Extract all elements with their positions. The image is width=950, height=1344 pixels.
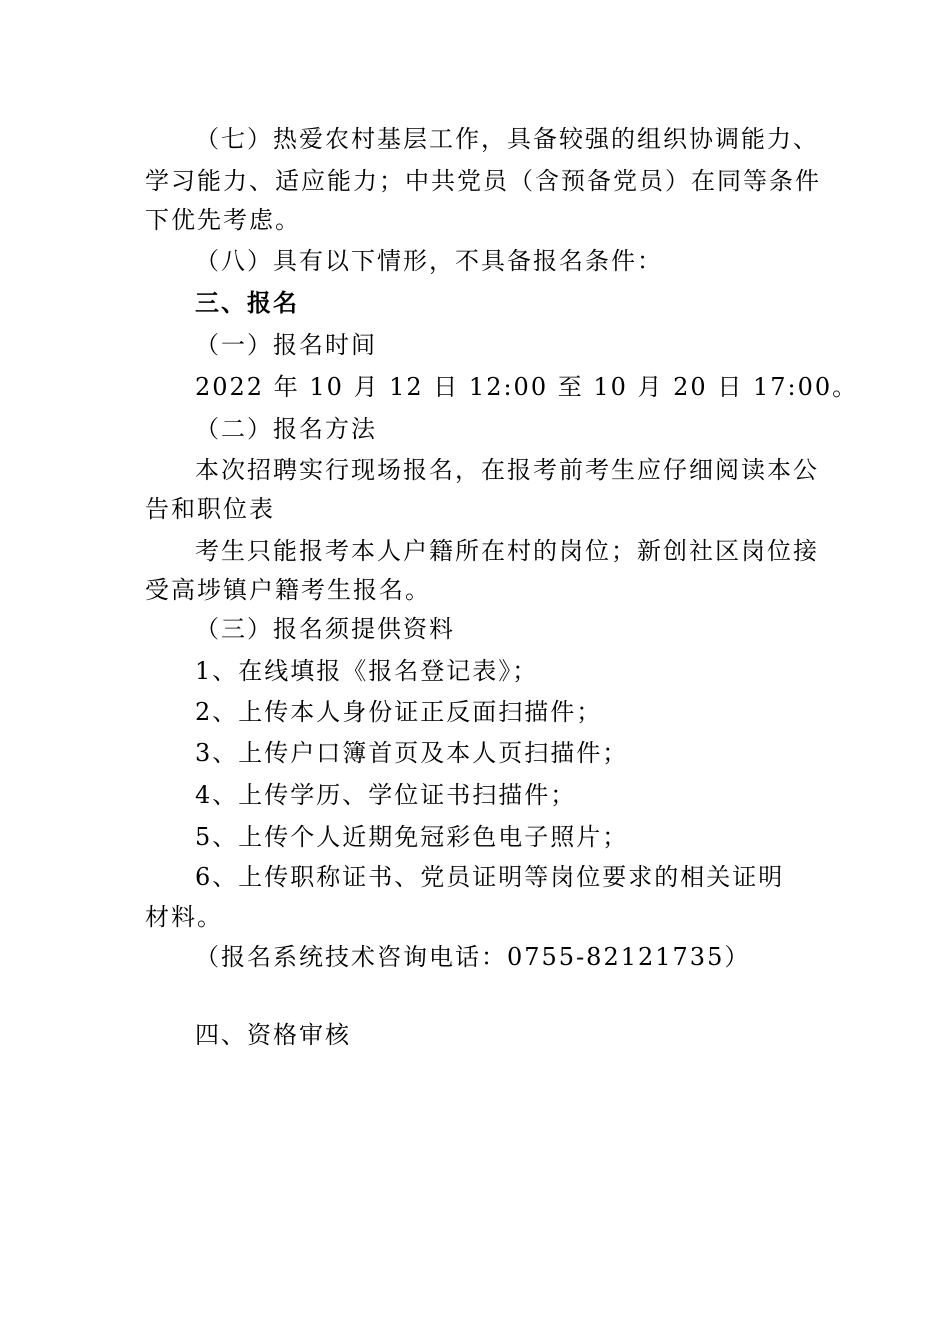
material-item-4: 4、上传学历、学位证书扫描件；: [195, 781, 577, 809]
subsection-3-heading: （三）报名须提供资料: [195, 615, 455, 643]
subsection-1-heading: （一）报名时间: [195, 331, 377, 359]
method-paragraph-2-line-1: 考生只能报考本人户籍所在村的岗位；新创社区岗位接: [195, 537, 819, 565]
support-phone-note: （报名系统技术咨询电话：0755-82121735）: [195, 943, 751, 971]
material-item-2: 2、上传本人身份证正反面扫描件；: [195, 698, 603, 726]
material-item-1: 1、在线填报《报名登记表》；: [195, 657, 539, 685]
clause-7-line-2: 学习能力、适应能力；中共党员（含预备党员）在同等条件: [145, 167, 821, 195]
subsection-2-heading: （二）报名方法: [195, 415, 377, 443]
clause-7-line-3: 下优先考虑。: [145, 206, 301, 234]
registration-time: 2022 年 10 月 12 日 12:00 至 10 月 20 日 17:00。: [195, 373, 859, 401]
method-paragraph-1-line-1: 本次招聘实行现场报名，在报考前考生应仔细阅读本公: [195, 456, 819, 484]
section-4-heading: 四、资格审核: [195, 1021, 351, 1049]
method-paragraph-2-line-2: 受高埗镇户籍考生报名。: [145, 576, 431, 604]
clause-8: （八）具有以下情形，不具备报名条件：: [195, 247, 663, 275]
material-item-3: 3、上传户口簿首页及本人页扫描件；: [195, 739, 629, 767]
material-item-5: 5、上传个人近期免冠彩色电子照片；: [195, 823, 629, 851]
clause-7-line-1: （七）热爱农村基层工作，具备较强的组织协调能力、: [195, 125, 819, 153]
material-item-6-line-2: 材料。: [145, 903, 223, 931]
material-item-6-line-1: 6、上传职称证书、党员证明等岗位要求的相关证明: [195, 863, 785, 891]
section-3-heading: 三、报名: [195, 288, 299, 317]
method-paragraph-1-line-2: 告和职位表: [145, 495, 275, 523]
